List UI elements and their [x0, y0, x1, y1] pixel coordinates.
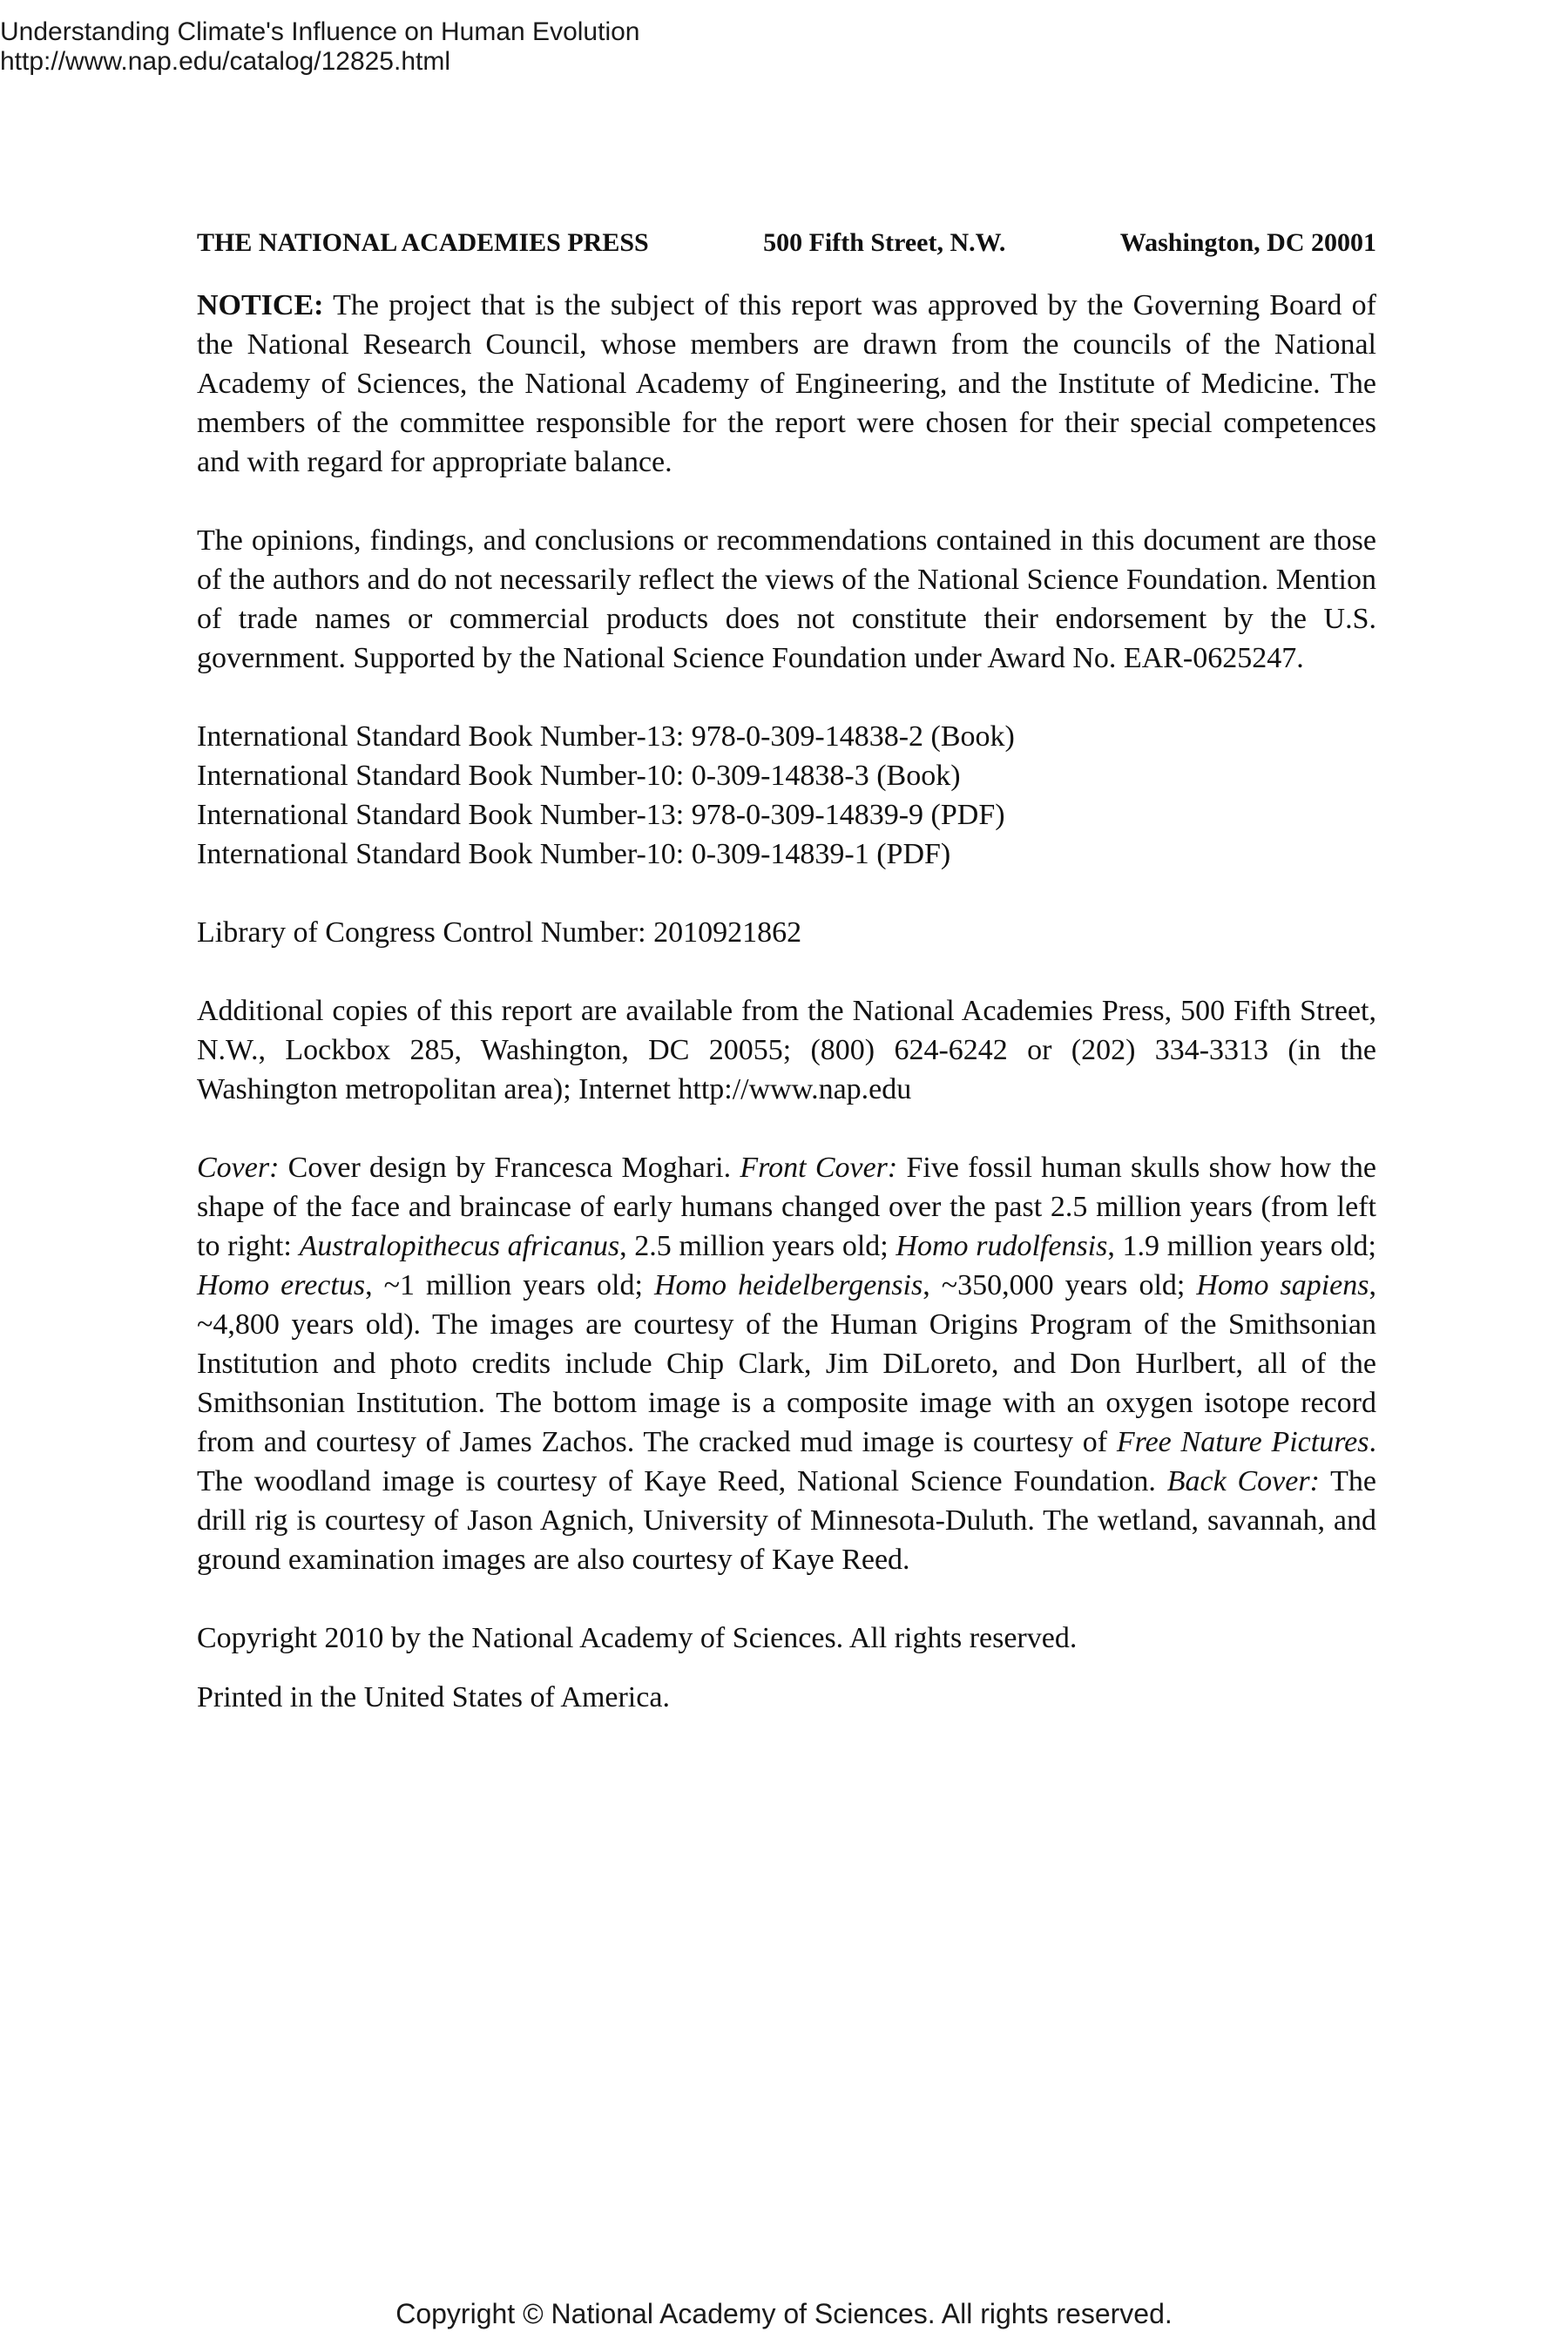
notice-paragraph	[197, 286, 1376, 482]
isbn-block	[197, 717, 1376, 874]
cover-credits-paragraph: Cover: Cover design by Francesca Moghari. Front Cover: Five fossil human skulls show how the shape of the face and braincase of early humans changed over the past 2.5 million years (from left to right: Australopithecus africanus, 2.5 million years old; Homo rudolfensis, 1.9 million years old; Homo erectus, ~1 million years old; Homo heidelbergensis, ~350,000 years old; Homo sapiens, ~4,800 years old). The images are courtesy of the Human Origins Program of the Smithsonian Institution and photo credits include Chip Clark, Jim DiLoreto, and Don Hurlbert, all of the Smithsonian Institution. The bottom image is a composite image with an oxygen isotope record from and courtesy of James Zachos. The cracked mud image is courtesy of Free Nature Pictures. The woodland image is courtesy of Kaye Reed, National Science Foundation. Back Cover: The drill rig is courtesy of Jason Agnich, University of Minnesota-Duluth. The wetland, savannah, and ground examination images are also courtesy of Kaye Reed.	[197, 1152, 1377, 1576]
catalog-url[interactable]: http://www.nap.edu/catalog/12825.html	[0, 47, 451, 76]
notice-text: The project that is the subject of this report was approved by the Governing Board of the National Research Council, whose members are drawn from the councils of the National Academy of Sciences, the National Academy of Engineering, and the Institute of Medicine. The members of the committee responsible for the report were chosen for their special competences and with regard for appropriate balance.	[197, 289, 1376, 478]
species-name: Australopithecus africanus	[299, 1230, 620, 1262]
species-name: Homo sapiens	[1196, 1269, 1369, 1301]
press-street: 500 Fifth Street, N.W.	[763, 228, 1006, 257]
copyright-page-body	[197, 225, 1376, 1756]
printed-line: Printed in the United States of America.	[197, 1681, 670, 1713]
page-footer: Copyright © National Academy of Sciences. All rights reserved.	[395, 2298, 1173, 2329]
back-cover-label: Back Cover:	[1166, 1465, 1320, 1497]
additional-copies-paragraph: Additional copies of this report are available from the National Academies Press, 500 Fifth Street, N.W., Lockbox 285, Washington, DC 20055; (800) 624-6242 or (202) 334-3313 (in the Washington metropolitan area); Internet http://www.nap.edu	[197, 995, 1376, 1105]
notice-label: NOTICE:	[197, 289, 324, 321]
image-source-name: Free Nature Pictures	[1116, 1426, 1369, 1458]
book-title: Understanding Climate's Influence on Human Evolution	[0, 17, 640, 46]
press-name: THE NATIONAL ACADEMIES PRESS	[197, 228, 649, 257]
press-address-line	[197, 225, 1376, 261]
species-name: Homo rudolfensis	[896, 1230, 1108, 1262]
species-name: Homo erectus	[197, 1269, 366, 1301]
isbn-line: International Standard Book Number-10: 0-309-14839-1 (PDF)	[197, 838, 951, 870]
page-header	[0, 17, 639, 77]
opinions-paragraph: The opinions, findings, and conclusions or recommendations contained in this document are those of the authors and do not necessarily reflect the views of the National Science Foundation. Mention of trade names or commercial products does not constitute their endorsement by the U.S. government. Supported by the National Science Foundation under Award No. EAR-0625247.	[197, 524, 1376, 674]
species-name: Homo heidelbergensis	[653, 1269, 923, 1301]
copyright-line: Copyright 2010 by the National Academy of Sciences. All rights reserved.	[197, 1622, 1078, 1654]
isbn-line: International Standard Book Number-13: 978-0-309-14839-9 (PDF)	[197, 799, 1005, 831]
press-city: Washington, DC 20001	[1119, 228, 1376, 257]
lccn-line: Library of Congress Control Number: 2010921862	[197, 916, 802, 949]
front-cover-label: Front Cover:	[740, 1152, 898, 1184]
cover-label: Cover:	[197, 1152, 280, 1184]
isbn-line: International Standard Book Number-13: 978-0-309-14838-2 (Book)	[197, 720, 1015, 753]
isbn-line: International Standard Book Number-10: 0-309-14838-3 (Book)	[197, 760, 961, 792]
